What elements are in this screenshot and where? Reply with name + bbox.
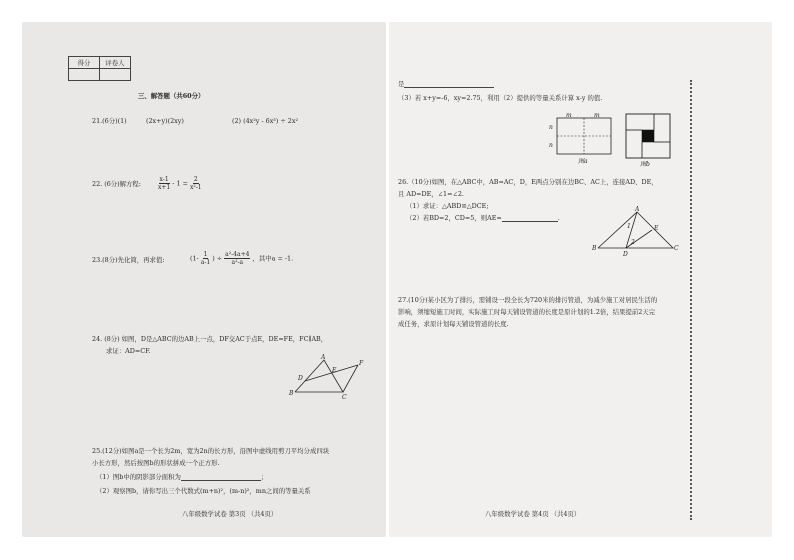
label-B: B bbox=[592, 245, 597, 252]
q25-line3: （1）图b中的阴影部分面积为 ； bbox=[96, 473, 268, 481]
q25-line2: 小长方形，然后按图b的形状拼成一个正方形. bbox=[92, 459, 220, 467]
label-C: C bbox=[674, 245, 679, 252]
q26-line4: （2）若BD=2，CD=5，则AE= . bbox=[406, 214, 560, 222]
q27-line2: 影响，须缩短施工时间，实际施工时每天铺设管道的长度是原计划的1.2倍，结果提前2天完 bbox=[398, 308, 656, 316]
q25-line4: （2）观察图b，请你写出三个代数式(m+n)²，(m-n)²，mn之间的等量关系 bbox=[96, 487, 311, 495]
q24-line1: 24. (8分) 如图，D是△ABC的边AB上一点，DF交AC于点E，DE=FE，FC∥AB， bbox=[92, 335, 328, 343]
grader-cell: 评卷人 bbox=[100, 57, 131, 69]
label-C: C bbox=[342, 394, 347, 401]
q26-line3: （1）求证：△ABD≌△DCE; bbox=[406, 202, 489, 210]
answer-blank-q25-1[interactable] bbox=[181, 480, 261, 481]
score-table bbox=[68, 56, 131, 81]
right-page-footer: 八年级数学试卷 第4页 （共4页） bbox=[485, 510, 581, 518]
left-page-footer: 八年级数学试卷 第3页 （共4页） bbox=[182, 510, 278, 518]
label-E: E bbox=[654, 225, 659, 232]
figure-a-rectangle bbox=[545, 112, 620, 167]
fig-a-label-n-2: n bbox=[549, 142, 553, 149]
q26-line2: 且 AD=DE，∠1=∠2. bbox=[398, 190, 464, 198]
label-E: E bbox=[332, 367, 337, 374]
label-D: D bbox=[623, 251, 628, 258]
shaded-square bbox=[642, 130, 654, 142]
label-F: F bbox=[359, 360, 364, 367]
fig-a-label-m-1: m bbox=[566, 112, 572, 119]
q21-part2: (2) (4x²y - 6x³) ÷ 2x² bbox=[232, 117, 299, 125]
fig-a-label-m-2: m bbox=[594, 112, 600, 119]
q27-line1: 27.(10分)某小区为了排污，需铺设一段全长为720米的排污管道，为减少施工对居民生活的 bbox=[398, 296, 658, 304]
q22-prefix: 22. (6分)解方程: bbox=[92, 180, 141, 188]
q26-line1: 26.（10分)如图，在△ABC中，AB=AC，D，E两点分别在边BC、AC上，连接AD、DE， bbox=[398, 178, 658, 186]
section-title: 三、解答题（共60分） bbox=[138, 92, 205, 100]
answer-blank-q25-2[interactable] bbox=[404, 87, 494, 88]
angle-2: 2 bbox=[631, 239, 635, 246]
label-B: B bbox=[289, 390, 294, 397]
grader-blank bbox=[100, 69, 131, 81]
label-D: D bbox=[298, 375, 303, 382]
q23-fraction-2: $\frac{\text{a²-4a+4}}{\text{a²-a}}$ bbox=[225, 251, 250, 266]
q23-expression: (1- $\frac{1}{a-1}$ ) ÷ $\frac{\text{a²-4a+4}}{\text{a²-a}}$ ，其中a = -1. bbox=[190, 251, 294, 266]
q21-label: 21.(6分)(1) bbox=[92, 117, 127, 125]
label-A: A bbox=[635, 206, 640, 213]
fold-line-dotted bbox=[690, 80, 692, 520]
answer-blank-q26[interactable] bbox=[502, 221, 558, 222]
q25-line1: 25.(12分)如图a是一个长为2m，宽为2n的长方形，沿图中虚线用剪刀平均分成四块 bbox=[92, 447, 330, 455]
fig-a-caption: 图a bbox=[578, 158, 588, 165]
figure-b-square bbox=[620, 110, 680, 168]
angle-1: 1 bbox=[627, 223, 631, 230]
fig-b-caption: 图b bbox=[640, 161, 650, 168]
q22-fraction-2: $\frac{2}{\text{x²-1}}$ bbox=[189, 176, 202, 191]
figure-26-triangle bbox=[590, 206, 685, 258]
q21-part1: (2x+y)(2xy) bbox=[146, 117, 184, 125]
q24-line2: 求证：AD=CF. bbox=[106, 347, 151, 355]
q25-part3: （3）若 x+y=-6，xy=2.75，利用（2）提供的等量关系计算 x-y 的值. bbox=[398, 94, 603, 102]
fig-a-label-n-1: n bbox=[549, 124, 553, 131]
q22-equation: $\frac{x-1}{x+1}$ - 1 = $\frac{2}{\text{x²-1}}$ bbox=[158, 176, 202, 191]
q23-fraction-1: $\frac{1}{a-1}$ bbox=[200, 251, 211, 266]
q22-fraction-1: $\frac{x-1}{x+1}$ bbox=[158, 176, 171, 191]
q27-line3: 成任务，求原计划每天铺设管道的长度. bbox=[398, 320, 509, 328]
figure-24-triangle bbox=[288, 355, 368, 400]
q23-prefix: 23.(8分)先化简，再求值: bbox=[92, 256, 165, 264]
q25-continued: 是 bbox=[398, 80, 494, 88]
label-A: A bbox=[321, 354, 326, 361]
score-blank bbox=[69, 69, 100, 81]
score-cell: 得分 bbox=[69, 57, 100, 69]
